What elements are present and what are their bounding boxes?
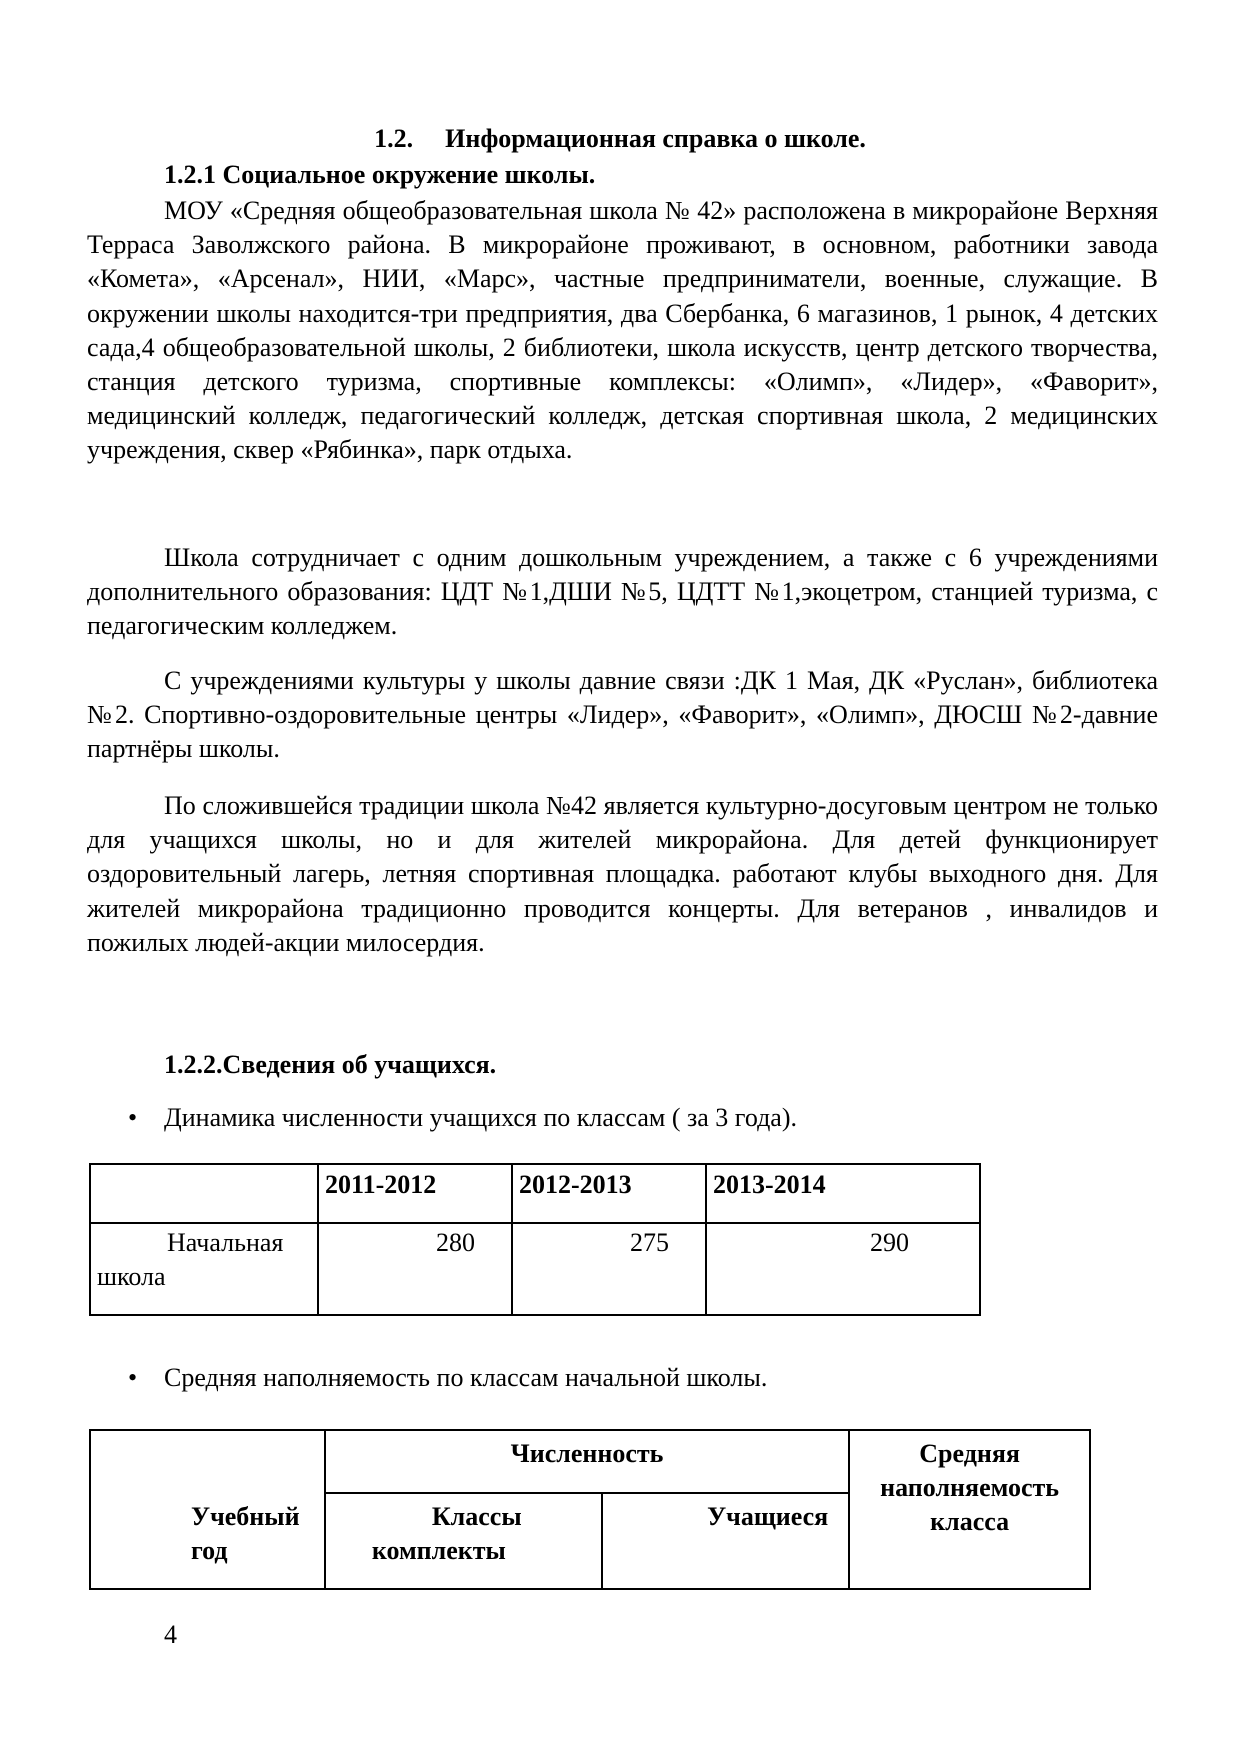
bullet-item-average bbox=[128, 1361, 767, 1395]
subsection-title-social: 1.2.1 Социальное окружение школы. bbox=[164, 160, 596, 189]
table-header-cell-students: Учащиеся bbox=[602, 1493, 849, 1589]
table-cell: 280 bbox=[318, 1223, 512, 1315]
table-header-cell bbox=[90, 1164, 318, 1223]
section-number: 1.2. bbox=[374, 124, 414, 153]
bullet-item-dynamics bbox=[128, 1101, 797, 1135]
table-cell: 290 bbox=[706, 1223, 980, 1315]
table-header-row bbox=[90, 1164, 980, 1223]
table-cell: 275 bbox=[512, 1223, 706, 1315]
table-header-cell-year: Учебный год bbox=[90, 1430, 325, 1589]
table-header-cell: 2012-2013 bbox=[512, 1164, 706, 1223]
average-class-size-table bbox=[89, 1429, 1091, 1590]
table-header-row bbox=[90, 1430, 1090, 1493]
paragraph-1: МОУ «Средняя общеобразовательная школа № 42» расположена в микрорайоне Верхняя Терраса Заволжского района. В микрорайоне проживают, в основном, работники завода «Комета», «Арсенал», НИИ, «Марс», частные предприниматели, военные, служащие. В окружении школы находится-три предприятия, два Сбербанка, 6 магазинов, 1 рынок, 4 детских сада,4 общеобразовательной школы, 2 библиотеки, школа искусств, центр детского творчества, станция детского туризма, спортивные комплексы: «Олимп», «Лидер», «Фаворит», медицинский колледж, педагогический колледж, детская спортивная школа, 2 медицинских учреждения, сквер «Рябинка», парк отдыха. bbox=[87, 196, 1158, 465]
bullet-text: Средняя наполняемость по классам начальной школы. bbox=[164, 1363, 768, 1392]
subsection-title-students: 1.2.2.Сведения об учащихся. bbox=[164, 1050, 497, 1079]
page-number: 4 bbox=[164, 1620, 177, 1649]
section-heading bbox=[0, 121, 1240, 157]
section-title: Информационная справка о школе. bbox=[445, 124, 866, 153]
table-header-cell-classes: Классы комплекты bbox=[325, 1493, 602, 1589]
table-header-cell: 2011-2012 bbox=[318, 1164, 512, 1223]
bullet-text: Динамика численности учащихся по классам ( за 3 года). bbox=[164, 1103, 798, 1132]
paragraph-3: С учреждениями культуры у школы давние связи :ДК 1 Мая, ДК «Руслан», библиотека №2. Спортивно-оздоровительные центры «Лидер», «Фаворит», «Олимп», ДЮСШ №2-давние партнёры школы. bbox=[87, 666, 1158, 764]
enrollment-dynamics-table bbox=[89, 1163, 981, 1316]
bullet-icon: • bbox=[128, 1363, 138, 1392]
table-header-cell-average: Средняя наполняемость класса bbox=[849, 1430, 1090, 1589]
table-header-cell-count: Численность bbox=[325, 1430, 849, 1493]
table-header-cell: 2013-2014 bbox=[706, 1164, 980, 1223]
paragraph-2: Школа сотрудничает с одним дошкольным учреждением, а также с 6 учреждениями дополнительного образования: ЦДТ №1,ДШИ №5, ЦДТТ №1,экоцетром, станцией туризма, с педагогическим колледжем. bbox=[87, 543, 1158, 641]
table-row bbox=[90, 1223, 980, 1315]
paragraph-4: По сложившейся традиции школа №42 является культурно-досуговым центром не только для учащихся школы, но и для жителей микрорайона. Для детей функционирует оздоровительный лагерь, летняя спортивная площадка. работают клубы выходного дня. Для жителей микрорайона традиционно проводится концерты. Для ветеранов , инвалидов и пожилых людей-акции милосердия. bbox=[87, 791, 1158, 957]
row-label: Начальная школа bbox=[90, 1223, 318, 1315]
bullet-icon: • bbox=[128, 1103, 138, 1132]
